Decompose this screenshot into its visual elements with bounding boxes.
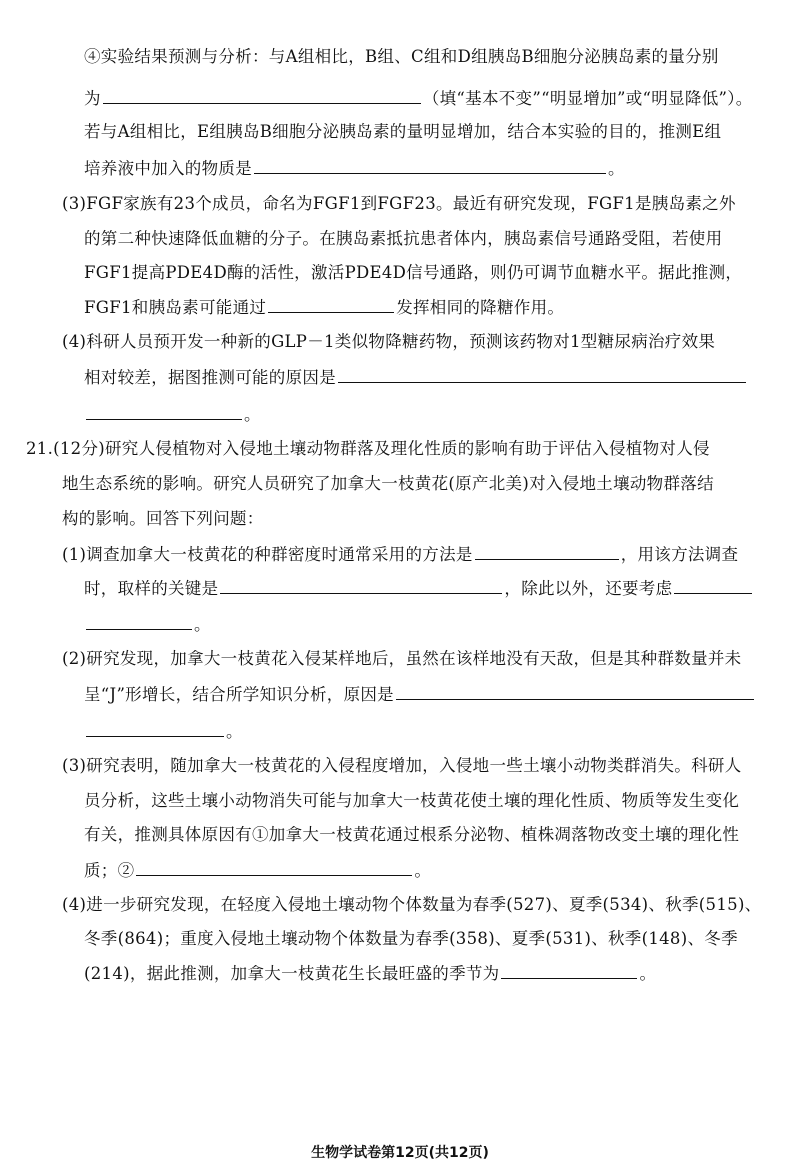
answer-blank-exp-2[interactable] xyxy=(254,156,606,174)
q3-line-1: (3)FGF家族有23个成员，命名为FGF1到FGF23。最近有研究发现，FGF1是胰岛素之外 xyxy=(62,194,736,213)
page-footer: 生物学试卷第12页(共12页) xyxy=(311,1145,489,1161)
answer-blank-q21-2b[interactable] xyxy=(86,719,224,737)
q21-p1-line-1-suffix: ，用该方法调查 xyxy=(620,545,739,564)
q21-p4-line-3-prefix: (214)，据此推测，加拿大一枝黄花生长最旺盛的季节为 xyxy=(84,964,500,983)
q21-p3-line-4-prefix: 质；② xyxy=(84,861,135,880)
answer-blank-q21-2a[interactable] xyxy=(396,682,754,700)
answer-blank-exp-1[interactable] xyxy=(103,86,421,104)
q21-p4-line-3 xyxy=(84,961,656,986)
q21-p3-line-2: 员分析，这些土壤小动物消失可能与加拿大一枝黄花使土壤的理化性质、物质等发生变化 xyxy=(84,791,740,810)
q21-line-2: 地生态系统的影响。研究人员研究了加拿大一枝黄花(原产北美)对入侵地土壤动物群落结 xyxy=(62,474,714,493)
q3-line-2: 的第二种快速降低血糖的分子。在胰岛素抵抗患者体内，胰岛素信号通路受阻，若使用 xyxy=(84,229,723,248)
q21-p4-line-3-suffix: 。 xyxy=(639,964,657,983)
q21-line-3: 构的影响。回答下列问题： xyxy=(62,509,264,528)
exp-line-4 xyxy=(84,156,625,181)
q21-p2-line-2-prefix: 呈“J”形增长，结合所学知识分析，原因是 xyxy=(84,685,394,704)
q3-line-3: FGF1提高PDE4D酶的活性，激活PDE4D信号通路，则仍可调节血糖水平。据此推测， xyxy=(84,263,743,282)
q3-line-4-suffix: 发挥相同的降糖作用。 xyxy=(396,298,565,317)
exp-line-2 xyxy=(84,86,753,111)
exp-line-2-suffix: （填“基本不变”“明显增加”或“明显降低”）。 xyxy=(422,89,753,108)
q21-p3-line-4-suffix: 。 xyxy=(414,861,432,880)
q21-p1-line-3 xyxy=(84,612,211,637)
answer-blank-q4-a[interactable] xyxy=(338,365,746,383)
exp-line-3: 若与A组相比，E组胰岛B细胞分泌胰岛素的量明显增加，结合本实验的目的，推测E组 xyxy=(84,122,722,141)
answer-blank-q21-1d[interactable] xyxy=(86,612,192,630)
q4-line-3-suffix: 。 xyxy=(244,405,261,424)
q21-p1-line-2 xyxy=(84,576,754,601)
q3-line-4-prefix: FGF1和胰岛素可能通过 xyxy=(84,298,267,317)
q21-p1-line-2-prefix: 时，取样的关键是 xyxy=(84,579,219,598)
q21-p3-line-3: 有关，推测具体原因有①加拿大一枝黄花通过根系分泌物、植株凋落物改变土壤的理化性 xyxy=(84,825,740,844)
q21-p3-line-1: (3)研究表明，随加拿大一枝黄花的入侵程度增加，入侵地一些土壤小动物类群消失。科研人 xyxy=(62,756,742,775)
answer-blank-q21-3[interactable] xyxy=(136,858,412,876)
answer-blank-q21-1b[interactable] xyxy=(220,576,502,594)
answer-blank-q3[interactable] xyxy=(268,295,394,313)
q21-line-1: 21.(12分)研究人侵植物对入侵地土壤动物群落及理化性质的影响有助于评估入侵植物对人侵 xyxy=(26,439,710,458)
exp-line-1: ④实验结果预测与分析：与A组相比，B组、C组和D组胰岛B细胞分泌胰岛素的量分别 xyxy=(84,47,719,66)
q21-p1-line-3-suffix: 。 xyxy=(194,615,211,634)
q21-p2-line-2 xyxy=(84,682,756,707)
answer-blank-q4-b[interactable] xyxy=(86,402,242,420)
q4-line-1: (4)科研人员预开发一种新的GLP－1类似物降糖药物，预测该药物对1型糖尿病治疗效果 xyxy=(62,332,716,351)
answer-blank-q21-1c[interactable] xyxy=(674,576,752,594)
q3-line-4 xyxy=(84,295,564,320)
exp-line-2-prefix: 为 xyxy=(84,89,101,108)
q21-p1-line-2-middle: ，除此以外，还要考虑 xyxy=(504,579,673,598)
q21-p2-line-1: (2)研究发现，加拿大一枝黄花入侵某样地后，虽然在该样地没有天敌，但是其种群数量并未 xyxy=(62,649,742,668)
q21-p1-line-1 xyxy=(62,542,738,567)
q21-p4-line-2: 冬季(864)；重度入侵地土壤动物个体数量为春季(358)、夏季(531)、秋季(148)、冬季 xyxy=(84,929,738,948)
q4-line-2-prefix: 相对较差，据图推测可能的原因是 xyxy=(84,368,336,387)
q21-p3-line-4 xyxy=(84,858,431,883)
exp-line-4-prefix: 培养液中加入的物质是 xyxy=(84,159,252,178)
exp-line-4-suffix: 。 xyxy=(608,159,625,178)
q4-line-2 xyxy=(84,365,748,390)
q21-p4-line-1: (4)进一步研究发现，在轻度入侵地土壤动物个体数量为春季(527)、夏季(534)、秋季(515)、 xyxy=(62,895,762,914)
q4-line-3 xyxy=(84,402,261,427)
q21-p2-line-3 xyxy=(84,719,243,744)
answer-blank-q21-4[interactable] xyxy=(501,961,637,979)
q21-p1-line-1-prefix: (1)调查加拿大一枝黄花的种群密度时通常采用的方法是 xyxy=(62,545,473,564)
answer-blank-q21-1a[interactable] xyxy=(475,542,619,560)
q21-p2-line-3-suffix: 。 xyxy=(226,722,243,741)
